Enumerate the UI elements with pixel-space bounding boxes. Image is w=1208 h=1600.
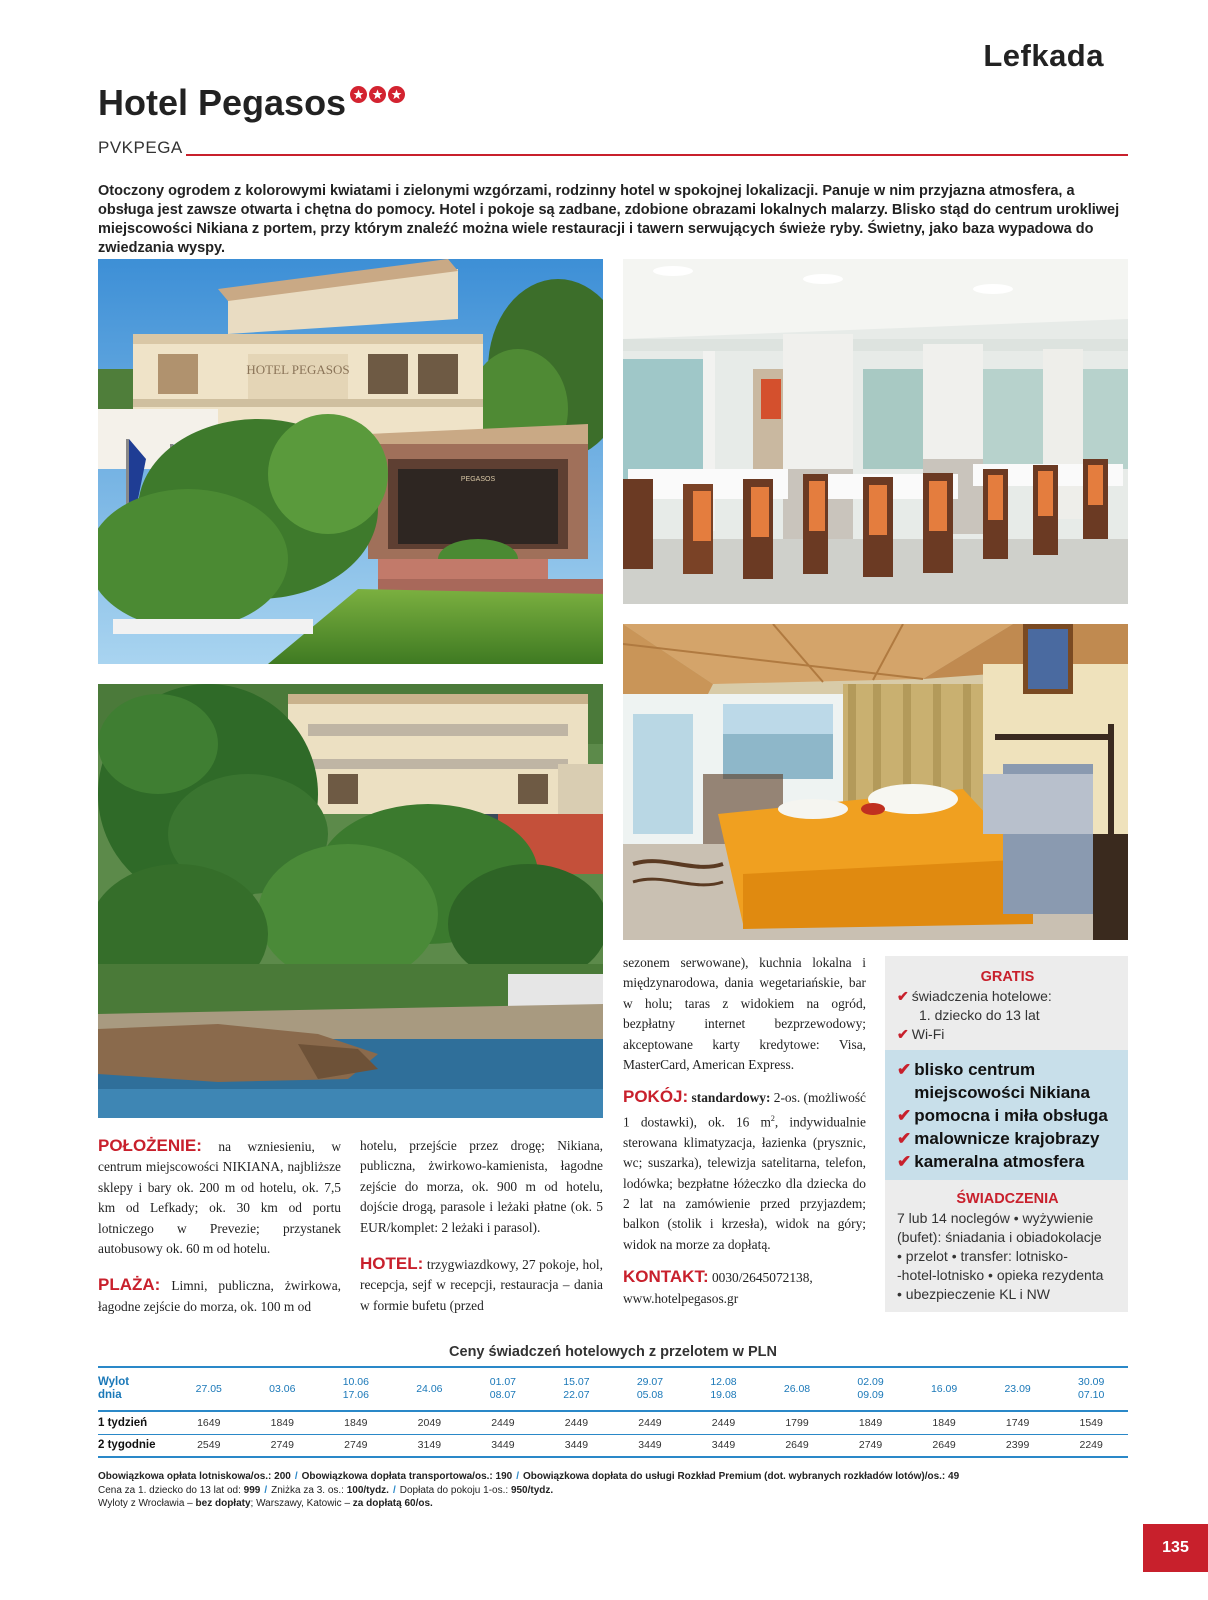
price-cell: 1849 <box>319 1411 393 1434</box>
footnote-line-1 <box>98 1470 1128 1484</box>
services-box <box>885 1180 1128 1312</box>
date-line: 03.06 <box>269 1382 296 1395</box>
price-cell: 1649 <box>172 1411 246 1434</box>
price-cell: 1749 <box>981 1411 1055 1434</box>
price-cell: 1849 <box>246 1411 320 1434</box>
gratis-item-label: Wi-Fi <box>911 1026 945 1042</box>
photo-bedroom <box>623 624 1128 940</box>
gratis-item <box>897 1025 1118 1044</box>
date-cell <box>687 1367 761 1411</box>
gratis-subitem: 1. dziecko do 13 lat <box>919 1007 1040 1023</box>
location-label: POŁOŻENIE: <box>98 1136 202 1155</box>
price-cell: 3449 <box>540 1434 614 1457</box>
price-table <box>98 1366 1128 1458</box>
photo-hotel-exterior <box>98 259 603 664</box>
contact-paragraph <box>623 1267 866 1309</box>
price-cell: 2449 <box>466 1411 540 1434</box>
date-cell <box>246 1367 320 1411</box>
date-line: 08.07 <box>489 1389 517 1401</box>
separator-slash-icon: / <box>516 1471 519 1482</box>
contact-label: KONTAKT: <box>623 1267 709 1287</box>
check-icon: ✔ <box>897 1129 912 1148</box>
table-row <box>98 1434 1128 1457</box>
check-icon: ✔ <box>897 988 909 1004</box>
price-cell: 3449 <box>687 1434 761 1457</box>
date-line: 09.09 <box>857 1389 884 1401</box>
highlights-box <box>885 1050 1128 1180</box>
check-icon: ✔ <box>897 1152 912 1171</box>
highlight-label: pomocna i miła obsługa <box>914 1106 1108 1125</box>
room-area-exponent: 2 <box>770 1113 775 1123</box>
date-cell <box>540 1367 614 1411</box>
check-icon: ✔ <box>897 1026 909 1042</box>
price-table-header <box>98 1367 1128 1411</box>
region-name: Lefkada <box>983 38 1104 73</box>
beach-text-a: Limni, publiczna, żwirkowa, łagodne zejście do morza, ok. 100 m od <box>98 1278 341 1314</box>
contact-phone: 0030/2645072138, <box>708 1270 813 1286</box>
date-line: 15.07 <box>563 1376 590 1388</box>
date-line: 02.09 <box>857 1376 884 1388</box>
room-text-a: 2-os. (możliwość 1 dostawki), ok. 16 m <box>623 1090 866 1130</box>
row-label: 2 tygodnie <box>98 1434 172 1457</box>
photo-restaurant <box>623 259 1128 604</box>
star-icon <box>369 86 386 103</box>
date-cell <box>1054 1367 1128 1411</box>
highlight-item <box>897 1104 1120 1127</box>
table-row <box>98 1411 1128 1434</box>
services-line: • ubezpieczenie KL i NW <box>897 1286 1051 1302</box>
date-line: 22.07 <box>563 1389 590 1401</box>
date-line: 30.09 <box>1078 1376 1105 1388</box>
footnote-single-room-label: Dopłata do pokoju 1-os.: <box>399 1484 511 1496</box>
separator-slash-icon: / <box>392 1484 396 1496</box>
date-line: 10.06 <box>342 1376 369 1388</box>
price-cell: 2649 <box>907 1434 981 1457</box>
date-line: 16.09 <box>930 1382 958 1395</box>
hotel-label: HOTEL: <box>360 1254 424 1274</box>
separator-slash-icon: / <box>294 1471 298 1482</box>
price-cell: 2749 <box>834 1434 908 1457</box>
hotel-name: Hotel Pegasos <box>98 82 347 123</box>
date-cell <box>319 1367 393 1411</box>
hotel-text-b: sezonem serwowane), kuchnia lokalna i międzynarodowa, dania wegetariańskie, bar w holu; taras z widokiem na ogród, bezpłatny internet bezprzewodowy; akceptowane karty kredytowe: Visa, MasterCard, American Express. <box>623 955 866 1073</box>
check-icon: ✔ <box>897 1060 912 1079</box>
photo-hillside-view <box>98 684 603 1118</box>
date-cell <box>393 1367 467 1411</box>
highlight-label: malownicze krajobrazy <box>914 1129 1100 1148</box>
highlight-label: kameralna atmosfera <box>914 1152 1085 1171</box>
footnote-third-person-value: 100/tydz. <box>346 1484 389 1496</box>
beach-text-b: hotelu, przejście przez drogę; Nikiana, publiczna, żwirkowo-kamienista, łagodne zejście do morza, ok. 900 m od hotelu, dojście drogą, parasole i leżaki płatne (ok. 5 EUR/komplet: 2 leżaki i parasol). <box>360 1138 603 1235</box>
gratis-title: GRATIS <box>980 969 1035 985</box>
departure-header-line: dnia <box>98 1389 122 1401</box>
location-paragraph <box>98 1136 341 1259</box>
departure-header <box>98 1367 172 1411</box>
date-cell <box>172 1367 246 1411</box>
room-type: standardowy: <box>688 1090 771 1106</box>
price-cell: 2749 <box>246 1434 320 1457</box>
hotel-website-link[interactable]: www.hotelpegasos.gr <box>623 1290 739 1306</box>
check-icon: ✔ <box>897 1106 912 1125</box>
entrance-sign-text: PEGASOS <box>460 476 496 483</box>
price-cell: 1549 <box>1054 1411 1128 1434</box>
date-cell <box>907 1367 981 1411</box>
beach-label: PLAŻA: <box>98 1275 161 1295</box>
date-line: 19.08 <box>710 1389 737 1401</box>
date-line: 01.07 <box>489 1376 517 1388</box>
footnote-transport-fee: Obowiązkowa dopłata transportowa/os.: 190 <box>301 1471 513 1482</box>
price-footnotes <box>98 1470 1128 1511</box>
highlight-item <box>897 1150 1120 1173</box>
price-cell: 2449 <box>613 1411 687 1434</box>
price-cell: 1799 <box>760 1411 834 1434</box>
date-line: 27.05 <box>195 1382 222 1395</box>
services-line: -hotel-lotnisko • opieka rezydenta <box>897 1267 1104 1283</box>
footnote-line-3 <box>98 1497 1128 1511</box>
departure-header-line: Wylot <box>98 1376 130 1388</box>
price-cell: 1849 <box>834 1411 908 1434</box>
services-title: ŚWIADCZENIA <box>956 1191 1059 1207</box>
price-cell: 2649 <box>760 1434 834 1457</box>
photo-bedroom-image <box>623 624 1128 940</box>
services-line: 7 lub 14 noclegów • wyżywienie <box>897 1210 1094 1226</box>
date-line: 12.08 <box>710 1376 737 1388</box>
gratis-box <box>885 956 1128 1050</box>
services-line: • przelot • transfer: lotnisko- <box>897 1248 1068 1264</box>
date-line: 26.08 <box>783 1382 811 1395</box>
text-column-3 <box>623 953 866 1309</box>
highlight-label: blisko centrum miejscowości Nikiana <box>914 1060 1090 1102</box>
footnote-child-label: Cena za 1. dziecko do 13 lat od: <box>98 1484 244 1496</box>
star-icon <box>350 86 367 103</box>
price-cell: 2049 <box>393 1411 467 1434</box>
price-cell: 2449 <box>540 1411 614 1434</box>
photo-hillside-image <box>98 684 603 1118</box>
price-cell: 2449 <box>687 1411 761 1434</box>
page-number: 135 <box>1143 1524 1208 1572</box>
date-cell <box>981 1367 1055 1411</box>
star-rating <box>350 86 407 103</box>
footnote-third-person-label: Zniżka za 3. os.: <box>271 1484 347 1496</box>
text-column-2 <box>360 1136 603 1316</box>
price-cell: 2399 <box>981 1434 1055 1457</box>
date-cell <box>613 1367 687 1411</box>
highlight-item <box>897 1127 1120 1150</box>
price-cell: 3449 <box>613 1434 687 1457</box>
price-cell: 2749 <box>319 1434 393 1457</box>
price-cell: 3149 <box>393 1434 467 1457</box>
intro-text: Otoczony ogrodem z kolorowymi kwiatami i zielonymi wzgórzami, rodzinny hotel w spokojnej lokalizacji. Panuje w nim przyjazna atmosfera, a obsługa jest zawsze otwarta i chętna do pomocy. Hotel i pokoje są zadbane, zdobione obrazami lokalnych malarzy. Blisko stąd do centrum urokliwej miejscowości Nikiana z portem, przy którym znaleźć można wiele restauracji i tawern serwujących świeże ryby. Świetny, jako baza wypadowa do zwiedzania wyspy. <box>98 183 1120 256</box>
date-line: 17.06 <box>342 1389 369 1401</box>
price-table-title: Ceny świadczeń hotelowych z przelotem w PLN <box>449 1344 777 1360</box>
text-column-1 <box>98 1136 341 1317</box>
footnote-airport-fee: Obowiązkowa opłata lotniskowa/os.: 200 <box>98 1471 291 1482</box>
hotel-title <box>98 82 407 124</box>
room-text-b: , indywidualnie sterowana klimatyzacja, łazienka (prysznic, wc; suszarka), telewizja satelitarna, telefon, lodówka; bezpłatne łóżeczko dla dziecka do 2 lat na zamówienie przed przyjazdem; balkon (stolik i krzesła), widok na góry; widok na morze za dopłatą. <box>623 1114 866 1252</box>
footnote-other-cities-label: ; Warszawy, Katowic – <box>250 1498 353 1509</box>
footnote-child-value: 999 <box>243 1484 261 1496</box>
price-cell: 1849 <box>907 1411 981 1434</box>
beach-paragraph <box>98 1275 341 1317</box>
highlight-item <box>897 1058 1120 1104</box>
separator-slash-icon: / <box>264 1484 268 1496</box>
row-label: 1 tydzień <box>98 1411 172 1434</box>
date-line: 24.06 <box>416 1382 443 1395</box>
date-line: 07.10 <box>1078 1389 1105 1401</box>
footnote-wroclaw-value: bez dopłaty <box>195 1498 251 1509</box>
price-cell: 2549 <box>172 1434 246 1457</box>
footnote-line-2 <box>98 1484 1128 1498</box>
hotel-code: PVKPEGA <box>98 138 183 157</box>
exterior-sign-text: HOTEL PEGASOS <box>246 362 350 377</box>
photo-hotel-exterior-image <box>98 259 603 664</box>
date-cell <box>466 1367 540 1411</box>
footnote-single-room-value: 950/tydz. <box>510 1484 554 1496</box>
price-cell: 2249 <box>1054 1434 1128 1457</box>
gratis-item-label: świadczenia hotelowe: <box>911 988 1052 1004</box>
date-line: 23.09 <box>1004 1382 1031 1395</box>
photo-restaurant-image <box>623 259 1128 604</box>
gratis-item <box>897 987 1118 1006</box>
date-cell <box>760 1367 834 1411</box>
footnote-premium-fee: Obowiązkowa dopłata do usługi Rozkład Premium (dot. wybranych rozkładów lotów)/os.: 49 <box>523 1471 960 1482</box>
room-label: POKÓJ: <box>623 1087 689 1107</box>
date-line: 29.07 <box>636 1376 664 1388</box>
date-line: 05.08 <box>636 1389 664 1401</box>
room-paragraph <box>623 1087 866 1255</box>
header-divider <box>186 154 1128 156</box>
footnote-other-cities-value: za dopłatą 60/os. <box>352 1498 433 1509</box>
price-cell: 3449 <box>466 1434 540 1457</box>
footnote-wroclaw-label: Wyloty z Wrocławia – <box>98 1498 196 1509</box>
hotel-paragraph <box>360 1254 603 1316</box>
location-text: na wzniesieniu, w centrum miejscowości NIKIANA, najbliższe sklepy i bary ok. 200 m od hotelu, ok. 7,5 km od Lefkady; ok. 30 km od portu lotniczego w Prevezie; przystanek autobusowy ok. 60 m od hotelu. <box>98 1139 341 1257</box>
services-line: (bufet): śniadania i obiadokolacje <box>897 1229 1102 1245</box>
date-cell <box>834 1367 908 1411</box>
hotel-text-a: trzygwiazdkowy, 27 pokoje, hol, recepcja, sejf w recepcji, restauracja – dania w formie bufetu (przed <box>360 1257 603 1313</box>
star-icon <box>388 86 405 103</box>
